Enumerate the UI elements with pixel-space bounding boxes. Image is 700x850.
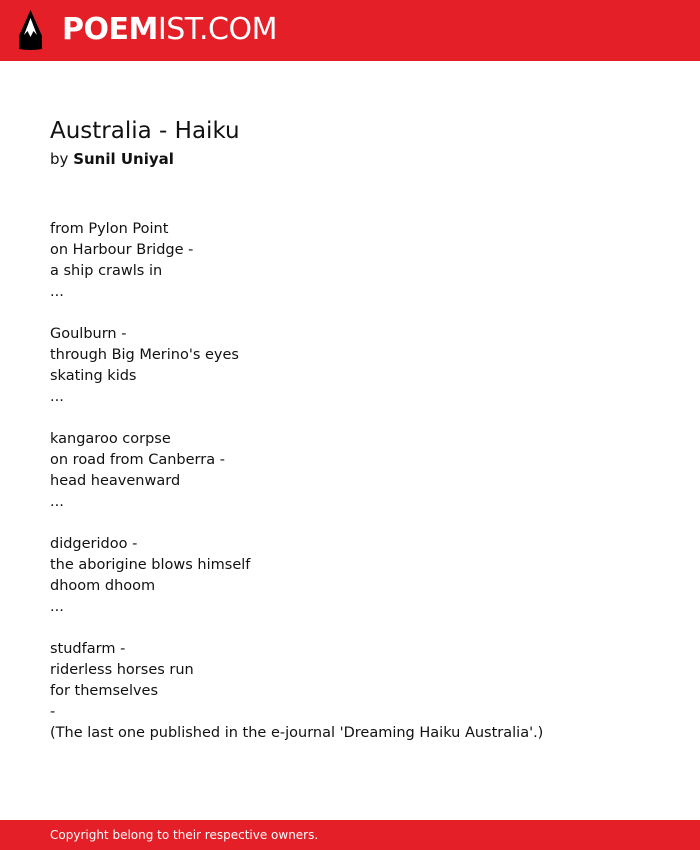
site-header [0, 0, 700, 61]
poem-line: dhoom dhoom [50, 578, 156, 594]
poem-line: the aborigine blows himself [50, 557, 251, 573]
poem-line: from Pylon Point [50, 221, 169, 237]
stanza-break [50, 408, 670, 429]
logo-light-text: IST.COM [157, 12, 277, 47]
poem-line: ... [50, 284, 64, 300]
site-footer [0, 820, 700, 850]
poem-line: skating kids [50, 368, 137, 384]
poem-line: on Harbour Bridge - [50, 242, 194, 258]
poem-line: ... [50, 599, 64, 615]
by-label: by [50, 150, 69, 168]
poem-line: kangaroo corpse [50, 431, 171, 447]
copyright-text: Copyright belong to their respective owners. [50, 828, 319, 842]
poem-line: riderless horses run [50, 662, 194, 678]
poem-byline [50, 149, 174, 169]
stanza-break [50, 513, 670, 534]
poem-line: ... [50, 389, 64, 405]
poem-line: - [50, 704, 56, 720]
pencil-tip-icon[interactable] [18, 10, 43, 51]
poem-line: didgeridoo - [50, 536, 138, 552]
stanza-break [50, 618, 670, 639]
poem-line: through Big Merino's eyes [50, 347, 239, 363]
poem-author: Sunil Uniyal [73, 150, 174, 168]
poem-line: on road from Canberra - [50, 452, 225, 468]
poem-line: for themselves [50, 683, 159, 699]
poem-line: (The last one published in the e-journal 'Dreaming Haiku Australia'.) [50, 725, 544, 741]
poem-title: Australia - Haiku [50, 118, 240, 144]
poem-line: studfarm - [50, 641, 126, 657]
poem-body [50, 219, 670, 744]
poem-line: a ship crawls in [50, 263, 163, 279]
site-logo[interactable] [62, 12, 277, 48]
logo-bold-text: POEM [62, 12, 158, 47]
stanza-break [50, 303, 670, 324]
poem-line: ... [50, 494, 64, 510]
poem-line: Goulburn - [50, 326, 127, 342]
poem-line: head heavenward [50, 473, 181, 489]
